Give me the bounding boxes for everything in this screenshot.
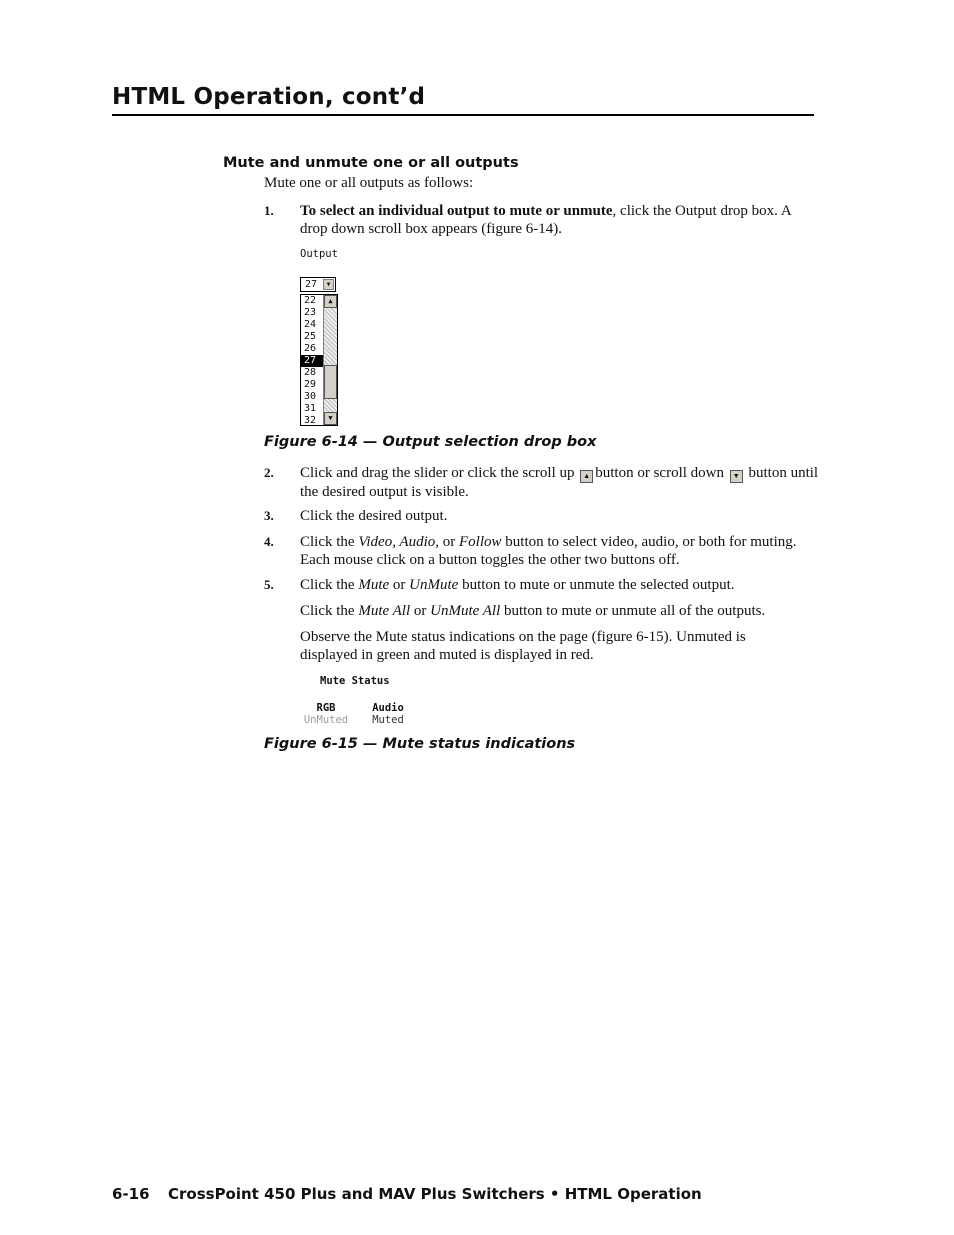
output-label: Output — [300, 248, 338, 260]
output-dropdown-list[interactable] — [300, 294, 338, 426]
mute-status-value: Muted — [372, 714, 404, 726]
step-3-text: Click the desired output. — [300, 508, 448, 524]
output-option[interactable]: 30 — [304, 391, 317, 402]
step-number: 3. — [264, 508, 274, 523]
scroll-down-icon: ▼ — [730, 470, 743, 483]
scroll-thumb[interactable] — [324, 365, 337, 399]
step-5b-italic-1: Mute All — [358, 603, 411, 619]
output-option[interactable]: 23 — [304, 307, 317, 318]
output-option[interactable]: 24 — [304, 319, 317, 330]
step-5-italic-2: UnMute — [409, 577, 459, 593]
step-5b-italic-2: UnMute All — [430, 603, 501, 619]
step-1-text: , click the Output drop box. A drop down scroll box appears (figure 6-14). — [300, 203, 791, 237]
step-1-bold: To select an individual output to mute or unmute — [300, 203, 613, 219]
step-number: 4. — [264, 534, 274, 549]
section-intro: Mute one or all outputs as follows: — [264, 175, 474, 191]
step-5-text-b: or — [389, 577, 410, 593]
mute-status-audio — [368, 702, 408, 726]
mute-status-head: Audio — [372, 702, 404, 714]
step-5-mute-all — [300, 602, 820, 620]
scroll-up-icon[interactable]: ▲ — [324, 295, 337, 308]
header-rule — [112, 114, 814, 116]
step-4-italic-1: Video, Audio — [358, 534, 436, 550]
output-option[interactable]: 25 — [304, 331, 317, 342]
output-select-value: 27 — [305, 279, 318, 290]
output-option[interactable]: 31 — [304, 403, 317, 414]
step-5-text-c: button to mute or unmute the selected output. — [458, 577, 735, 593]
chevron-down-icon[interactable]: ▼ — [323, 279, 334, 290]
step-3 — [264, 507, 820, 525]
step-4 — [264, 533, 820, 569]
output-select[interactable] — [300, 277, 336, 292]
step-number: 2. — [264, 465, 274, 480]
step-5-observe — [300, 628, 800, 664]
figure-caption-6-15: Figure 6-15 — Mute status indications — [264, 736, 576, 752]
step-5b-text-b: or — [410, 603, 431, 619]
output-option[interactable]: 22 — [304, 295, 317, 306]
output-option[interactable]: 27 — [301, 355, 323, 367]
mute-status-rgb — [300, 702, 352, 726]
mute-status-value: UnMuted — [303, 714, 349, 726]
step-number: 5. — [264, 577, 274, 592]
output-option[interactable]: 32 — [304, 415, 317, 426]
scrollbar[interactable] — [323, 295, 337, 425]
step-2 — [264, 464, 820, 501]
scroll-up-icon: ▲ — [580, 470, 593, 483]
scroll-down-icon[interactable]: ▼ — [324, 412, 337, 425]
step-5c-text: Observe the Mute status indications on the page (figure 6-15). Unmuted is displayed in green and muted is displayed in red. — [300, 629, 746, 663]
step-5 — [264, 576, 820, 594]
output-option[interactable]: 28 — [304, 367, 317, 378]
figure-caption-6-14: Figure 6-14 — Output selection drop box — [264, 434, 597, 450]
step-5-italic-1: Mute — [358, 577, 390, 593]
footer-text: CrossPoint 450 Plus and MAV Plus Switchers • HTML Operation — [168, 1185, 702, 1203]
step-4-text-c: button to select video, audio, or both for muting. Each mouse click on a button toggles the other two buttons off. — [300, 534, 797, 568]
step-2-text-c: button until the desired output is visible. — [300, 465, 819, 500]
section-title: Mute and unmute one or all outputs — [223, 155, 519, 171]
step-5-text-a: Click the — [300, 577, 359, 593]
step-1 — [264, 202, 820, 238]
step-5b-text-c: button to mute or unmute all of the outputs. — [500, 603, 766, 619]
output-option[interactable]: 29 — [304, 379, 317, 390]
step-2-text-a: Click and drag the slider or click the scroll up — [300, 465, 575, 481]
step-5b-text-a: Click the — [300, 603, 359, 619]
step-4-text-b: , or — [435, 534, 460, 550]
step-4-italic-2: Follow — [459, 534, 502, 550]
mute-status-title: Mute Status — [320, 675, 390, 687]
footer-page-number: 6-16 — [112, 1185, 150, 1203]
step-2-text-b: button or scroll down — [595, 465, 725, 481]
step-4-text-a: Click the — [300, 534, 359, 550]
mute-status-head: RGB — [316, 702, 336, 714]
page-header-title: HTML Operation, cont’d — [112, 84, 426, 110]
output-option[interactable]: 26 — [304, 343, 317, 354]
output-items — [301, 295, 323, 427]
step-number: 1. — [264, 203, 274, 218]
